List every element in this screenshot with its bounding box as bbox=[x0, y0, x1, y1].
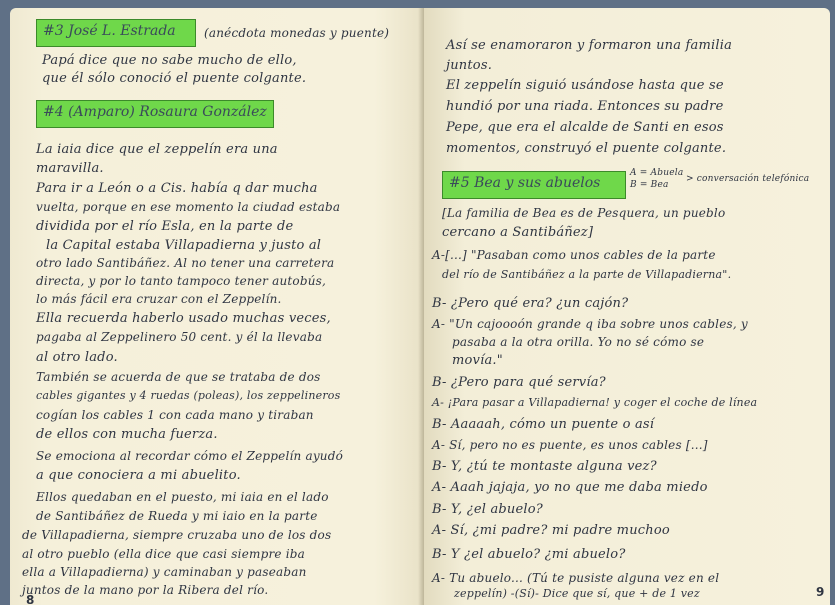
text-line: B- Y, ¿el abuelo? bbox=[432, 502, 543, 517]
text-line: cables gigantes y 4 ruedas (poleas), los zeppelineros bbox=[36, 389, 341, 402]
text-line: cogían los cables 1 con cada mano y tiraban bbox=[36, 408, 314, 422]
text-line: al otro pueblo (ella dice que casi siempre iba bbox=[22, 547, 305, 561]
text-line: que él sólo conoció el puente colgante. bbox=[42, 71, 307, 86]
text-line: vuelta, porque en ese momento la ciudad estaba bbox=[36, 200, 341, 214]
text-line: La iaia dice que el zeppelín era una bbox=[36, 142, 278, 157]
text-line: Papá dice que no sabe mucho de ello, bbox=[42, 53, 297, 68]
text-line: lo más fácil era cruzar con el Zeppelín. bbox=[36, 292, 282, 306]
text-line: hundió por una riada. Entonces su padre bbox=[446, 99, 724, 114]
text-line: A- Tu abuelo... (Tú te pusiste alguna vez en el bbox=[432, 571, 720, 585]
text-line: Se emociona al recordar cómo el Zeppelín ayudó bbox=[36, 449, 344, 463]
right-page bbox=[424, 8, 830, 605]
text-line: A- Sí, pero no es puente, es unos cables [...] bbox=[432, 438, 708, 452]
heading-note: (anécdota monedas y puente) bbox=[204, 26, 390, 40]
heading-bea-abuelos: #5 Bea y sus abuelos bbox=[449, 175, 601, 191]
heading-highlight-bea bbox=[442, 171, 626, 199]
page-number-right: 9 bbox=[816, 585, 825, 599]
text-line: Así se enamoraron y formaron una familia bbox=[446, 38, 733, 53]
text-line: Para ir a León o a Cis. había q dar mucha bbox=[36, 181, 318, 196]
legend-abuela: A = Abuela bbox=[630, 168, 684, 178]
left-page bbox=[10, 8, 424, 605]
text-line: la Capital estaba Villapadierna y justo al bbox=[46, 238, 322, 253]
text-line: A- "Un cajoooón grande q iba sobre unos cables, y bbox=[432, 317, 748, 331]
text-line: A-[...] "Pasaban como unos cables de la parte bbox=[432, 248, 716, 262]
text-line: B- ¿Pero para qué servía? bbox=[432, 375, 606, 390]
text-line: de ellos con mucha fuerza. bbox=[36, 427, 218, 442]
text-line: al otro lado. bbox=[36, 350, 118, 365]
text-line: Ella recuerda haberlo usado muchas veces, bbox=[36, 311, 331, 326]
text-line: Pepe, que era el alcalde de Santi en esos bbox=[446, 120, 724, 135]
text-line: del río de Santibáñez a la parte de Villapadierna". bbox=[442, 268, 732, 281]
text-line: otro lado Santibáñez. Al no tener una carretera bbox=[36, 256, 335, 270]
text-line: juntos. bbox=[446, 58, 493, 73]
legend-note: > conversación telefónica bbox=[686, 174, 810, 184]
text-line: A- ¡Para pasar a Villapadierna! y coger el coche de línea bbox=[432, 396, 758, 409]
text-line: A- Sí, ¿mi padre? mi padre muchoo bbox=[432, 523, 670, 538]
text-line: [La familia de Bea es de Pesquera, un pueblo bbox=[442, 206, 726, 220]
text-line: B- Y ¿el abuelo? ¿mi abuelo? bbox=[432, 547, 626, 562]
text-line: También se acuerda de que se trataba de dos bbox=[36, 370, 321, 384]
text-line: cercano a Santibáñez] bbox=[442, 225, 594, 240]
heading-highlight-jose bbox=[36, 19, 196, 47]
legend-bea: B = Bea bbox=[630, 180, 669, 190]
text-line: dividida por el río Esla, en la parte de bbox=[36, 219, 294, 234]
text-line: maravilla. bbox=[36, 161, 104, 176]
text-line: Ellos quedaban en el puesto, mi iaia en el lado bbox=[36, 490, 329, 504]
text-line: pagaba al Zeppelinero 50 cent. y él la llevaba bbox=[36, 330, 323, 344]
text-line: juntos de la mano por la Ribera del río. bbox=[22, 583, 269, 597]
text-line: ella a Villapadierna) y caminaban y paseaban bbox=[22, 565, 307, 579]
text-line: pasaba a la otra orilla. Yo no sé cómo se bbox=[452, 335, 705, 349]
text-line: B- Y, ¿tú te montaste alguna vez? bbox=[432, 459, 657, 474]
heading-highlight-amparo bbox=[36, 100, 274, 128]
text-line: zeppelín) -(Sí)- Dice que sí, que + de 1 vez bbox=[454, 587, 700, 600]
text-line: movía." bbox=[452, 353, 503, 368]
text-line: B- Aaaaah, cómo un puente o así bbox=[432, 417, 655, 432]
text-line: B- ¿Pero qué era? ¿un cajón? bbox=[432, 296, 629, 311]
heading-jose-estrada: #3 José L. Estrada bbox=[43, 23, 176, 39]
page-number-left: 8 bbox=[26, 593, 35, 605]
text-line: de Villapadierna, siempre cruzaba uno de los dos bbox=[22, 528, 332, 542]
text-line: a que conociera a mi abuelito. bbox=[36, 468, 241, 483]
text-line: momentos, construyó el puente colgante. bbox=[446, 141, 727, 156]
text-line: de Santibáñez de Rueda y mi iaio en la parte bbox=[36, 509, 318, 523]
text-line: El zeppelín siguió usándose hasta que se bbox=[446, 78, 724, 93]
heading-amparo-rosaura: #4 (Amparo) Rosaura González bbox=[43, 104, 267, 120]
text-line: A- Aaah jajaja, yo no que me daba miedo bbox=[432, 480, 708, 495]
text-line: directa, y por lo tanto tampoco tener autobús, bbox=[36, 274, 327, 288]
